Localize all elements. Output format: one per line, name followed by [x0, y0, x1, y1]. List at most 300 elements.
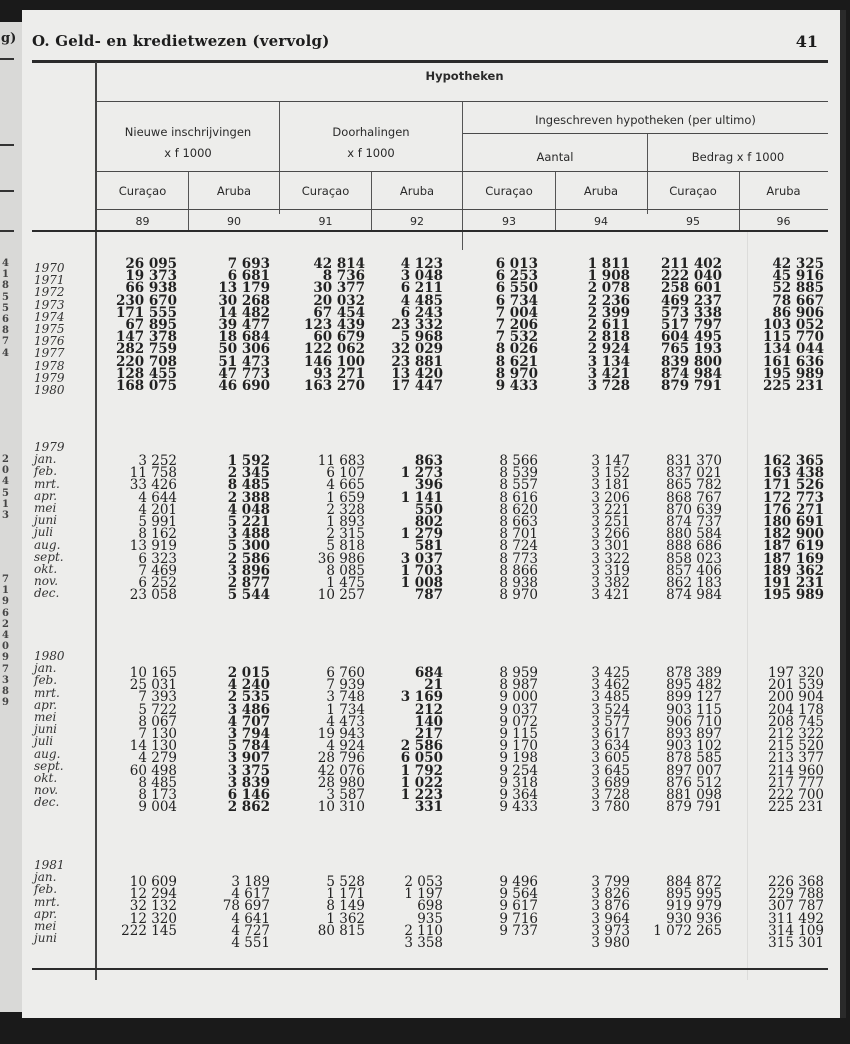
table-cell: 28 796	[317, 750, 365, 767]
data-column	[591, 453, 630, 604]
margin-digit: 4	[2, 476, 9, 488]
data-column	[129, 453, 177, 604]
table-cell: 802	[414, 514, 443, 531]
table-cell: 50 306	[218, 341, 270, 358]
data-column	[227, 453, 270, 604]
table-cell: 5 722	[138, 701, 177, 718]
table-cell: 2 110	[404, 922, 443, 939]
prev-page-rule	[0, 58, 14, 60]
data-column	[591, 874, 630, 952]
table-cell: 14 130	[129, 738, 177, 755]
table-cell: 3 587	[326, 787, 365, 804]
table-cell: 3 425	[591, 665, 630, 681]
table-cell: 4 924	[326, 738, 365, 755]
margin-digit: 5	[2, 487, 9, 499]
margin-digit: 1	[2, 498, 9, 510]
column-label: Curaçao	[118, 184, 167, 198]
table-cell: 906 710	[666, 713, 722, 730]
row-label: nov.	[34, 783, 59, 798]
table-cell: 212 322	[768, 726, 824, 743]
table-cell: 128 455	[115, 365, 177, 382]
table-cell: 13 919	[129, 538, 177, 555]
header-rule	[463, 133, 828, 134]
row-label: mrt.	[34, 894, 60, 909]
table-cell: 51 473	[218, 353, 270, 370]
table-cell: 230 670	[115, 292, 177, 309]
table-cell: 201 539	[768, 677, 824, 694]
row-label: 1974	[34, 309, 65, 324]
table-cell: 3 728	[591, 787, 630, 804]
table-cell: 314 109	[768, 922, 824, 939]
margin-digit: 6	[2, 607, 9, 619]
table-cell: 10 609	[129, 874, 177, 890]
table-cell: 222 700	[768, 787, 824, 804]
table-cell: 42 076	[317, 762, 365, 779]
table-cell: 46 690	[218, 378, 270, 395]
row-label: apr.	[34, 697, 58, 712]
table-cell: 837 021	[666, 465, 722, 482]
table-cell: 8 557	[499, 477, 538, 494]
table-cell: 396	[414, 477, 443, 494]
data-column	[587, 256, 630, 395]
table-cell: 176 271	[762, 501, 824, 518]
table-cell: 39 477	[218, 317, 270, 334]
table-cell: 5 528	[326, 874, 365, 890]
row-label: okt.	[34, 771, 58, 786]
column-label: Curaçao	[301, 184, 350, 198]
table-cell: 8 566	[499, 453, 538, 469]
stub-divider	[95, 62, 97, 980]
table-cell: 517 797	[660, 317, 722, 334]
margin-digit: 7	[2, 663, 9, 675]
header-rule	[97, 171, 828, 172]
row-label: 1980	[34, 383, 65, 398]
column-label: Aruba	[766, 184, 801, 198]
table-cell: 8 773	[499, 550, 538, 567]
column-number: 90	[227, 215, 241, 228]
table-cell: 9 496	[499, 874, 538, 890]
table-cell: 3 252	[138, 453, 177, 469]
row-label: aug.	[34, 746, 61, 761]
table-cell: 881 098	[666, 787, 722, 804]
margin-digit: 4	[2, 347, 9, 359]
data-column	[318, 876, 365, 937]
table-cell: 469 237	[660, 292, 722, 309]
table-cell: 684	[414, 665, 443, 681]
table-cell: 10 257	[317, 587, 365, 604]
table-cell: 2 924	[587, 341, 630, 358]
margin-digit: 3	[2, 510, 9, 522]
table-cell: 23 881	[391, 353, 443, 370]
table-cell: 6 323	[138, 550, 177, 567]
margin-digit: 5	[2, 302, 9, 314]
table-cell: 67 895	[125, 317, 177, 334]
table-cell: 9 000	[499, 689, 538, 706]
table-cell: 5 784	[227, 738, 270, 755]
row-label: juli	[34, 734, 54, 749]
table-cell: 863	[414, 453, 443, 469]
table-cell: 876 512	[666, 774, 722, 791]
table-cell: 3 605	[591, 750, 630, 767]
table-cell: 42 325	[772, 256, 824, 272]
table-cell: 10 165	[129, 665, 177, 681]
column-number: 93	[502, 215, 516, 228]
table-cell: 839 800	[660, 353, 722, 370]
table-cell: 2 053	[404, 874, 443, 890]
table-cell: 9 433	[495, 378, 538, 395]
data-column	[666, 453, 722, 604]
column-guide	[747, 232, 748, 980]
table-cell: 581	[414, 538, 443, 555]
row-label: mei	[34, 919, 57, 934]
table-cell: 6 146	[227, 787, 270, 804]
table-cell: 12 294	[129, 886, 177, 903]
table-cell: 6 253	[495, 268, 538, 285]
table-cell: 919 979	[666, 898, 722, 915]
table-cell: 195 989	[762, 587, 824, 604]
column-label: Aruba	[583, 184, 619, 198]
table-cell: 765 193	[660, 341, 722, 358]
row-label: 1977	[34, 346, 65, 361]
row-label: 1976	[34, 334, 65, 349]
table-cell: 1 893	[326, 514, 365, 531]
table-cell: 217 777	[768, 774, 824, 791]
margin-digit: 6	[2, 314, 9, 326]
table-cell: 282 759	[115, 341, 177, 358]
data-column	[121, 876, 177, 937]
table-cell: 6 107	[326, 465, 365, 482]
table-cell: 5 300	[227, 538, 270, 555]
table-cell: 8 173	[138, 787, 177, 804]
row-label: sept.	[34, 549, 64, 564]
table-cell: 9 716	[499, 910, 538, 927]
table-cell: 200 904	[768, 689, 824, 706]
table-cell: 3 488	[227, 526, 270, 543]
table-cell: 8 485	[138, 774, 177, 791]
table-cell: 5 991	[138, 514, 177, 531]
table-cell: 187 619	[762, 538, 824, 555]
table-cell: 899 127	[666, 689, 722, 706]
margin-digit: 9	[2, 596, 9, 608]
prev-page-digits	[2, 574, 9, 708]
table-cell: 9 617	[499, 898, 538, 915]
table-cell: 8 085	[326, 562, 365, 579]
table-cell: 4 727	[231, 922, 270, 939]
table-cell: 3 799	[591, 874, 630, 890]
table-cell: 258 601	[660, 280, 722, 297]
table-cell: 604 495	[660, 329, 722, 346]
table-cell: 4 665	[326, 477, 365, 494]
table-cell: 211 402	[660, 256, 722, 272]
row-label: dec.	[34, 586, 60, 601]
table-cell: 3 980	[591, 935, 630, 952]
table-cell: 4 644	[138, 489, 177, 506]
table-cell: 3 048	[400, 268, 443, 285]
table-cell: 6 252	[138, 575, 177, 592]
data-column	[404, 874, 443, 952]
data-column	[495, 256, 538, 395]
table-cell: 307 787	[768, 898, 824, 915]
table-cell: 893 897	[666, 726, 722, 743]
table-cell: 3 319	[591, 562, 630, 579]
table-cell: 874 984	[666, 587, 722, 604]
table-cell: 3 189	[231, 874, 270, 890]
data-column	[762, 256, 824, 395]
table-cell: 4 617	[231, 886, 270, 903]
table-cell: 171 526	[762, 477, 824, 494]
table-cell: 3 462	[591, 677, 630, 694]
table-cell: 8 959	[499, 665, 538, 681]
table-cell: 858 023	[666, 550, 722, 567]
row-label: 1979	[34, 370, 65, 385]
table-cell: 8 616	[499, 489, 538, 506]
row-label: 1975	[34, 322, 65, 337]
table-cell: 865 782	[666, 477, 722, 494]
table-cell: 315 301	[768, 935, 824, 952]
table-cell: 2 586	[227, 550, 270, 567]
table-cell: 4 048	[227, 501, 270, 518]
subgroup-aantal: Aantal	[536, 150, 574, 164]
row-label: feb.	[34, 882, 58, 897]
table-cell: 147 378	[115, 329, 177, 346]
table-cell: 4 485	[400, 292, 443, 309]
table-cell: 868 767	[666, 489, 722, 506]
table-cell: 222 145	[121, 922, 177, 939]
data-column	[303, 256, 365, 395]
table-cell: 21	[424, 677, 443, 694]
table-cell: 3 301	[591, 538, 630, 555]
table-cell: 9 004	[138, 799, 177, 816]
table-cell: 93 271	[313, 365, 365, 382]
table-cell: 2 586	[400, 738, 443, 755]
table-cell: 32 132	[129, 898, 177, 915]
table-cell: 903 115	[666, 701, 722, 718]
table-cell: 6 734	[495, 292, 538, 309]
prev-page-rule	[0, 144, 14, 146]
table-cell: 897 007	[666, 762, 722, 779]
margin-digit: 7	[2, 336, 9, 348]
table-cell: 550	[414, 501, 443, 518]
column-label: Aruba	[216, 184, 252, 198]
table-cell: 4 201	[138, 501, 177, 518]
table-cell: 8 970	[499, 587, 538, 604]
row-label: mei	[34, 710, 57, 725]
table-cell: 25 031	[129, 677, 177, 694]
table-cell: 36 986	[317, 550, 365, 567]
table-cell: 9 564	[499, 886, 538, 903]
table-cell: 895 482	[666, 677, 722, 694]
table-cell: 14 482	[218, 304, 270, 321]
margin-digit: 8	[2, 686, 9, 698]
table-cell: 66 938	[125, 280, 177, 297]
table-cell: 2 611	[587, 317, 630, 334]
table-cell: 8 987	[499, 677, 538, 694]
margin-digit: 9	[2, 697, 9, 709]
table-cell: 17 447	[391, 378, 443, 395]
table-cell: 60 679	[313, 329, 365, 346]
table-cell: 903 102	[666, 738, 722, 755]
table-cell: 23 058	[129, 587, 177, 604]
table-cell: 3 358	[404, 935, 443, 952]
table-cell: 222 040	[660, 268, 722, 285]
table-cell: 191 231	[762, 575, 824, 592]
table-cell: 8 067	[138, 713, 177, 730]
subgroup-bedrag: Bedrag x f 1000	[691, 150, 785, 164]
table-cell: 4 641	[231, 910, 270, 927]
column-number: 95	[686, 215, 700, 228]
subgroup-label: Doorhalingen	[332, 125, 410, 139]
table-cell: 2 862	[227, 799, 270, 816]
table-cell: 189 362	[762, 562, 824, 579]
row-label: juni	[34, 931, 58, 946]
table-cell: 208 745	[768, 713, 824, 730]
margin-digit: 2	[2, 618, 9, 630]
row-stub-labels	[34, 650, 65, 809]
table-cell: 3 421	[591, 587, 630, 604]
margin-digit: 3	[2, 674, 9, 686]
table-cell: 115 770	[762, 329, 824, 346]
table-cell: 6 243	[400, 304, 443, 321]
data-column	[227, 665, 270, 816]
data-column	[499, 665, 538, 816]
table-cell: 225 231	[768, 799, 824, 816]
row-label: aug.	[34, 537, 61, 552]
table-cell: 215 520	[768, 738, 824, 755]
table-cell: 7 693	[227, 256, 270, 272]
row-label: dec.	[34, 795, 60, 810]
table-cell: 4 240	[227, 677, 270, 694]
margin-digit: 0	[2, 465, 9, 477]
table-cell: 23 332	[391, 317, 443, 334]
table-cell: 874 737	[666, 514, 722, 531]
table-cell: 2 236	[587, 292, 630, 309]
data-column	[317, 453, 365, 604]
table-cell: 45 916	[772, 268, 824, 285]
table-cell: 1 072 265	[653, 922, 722, 939]
table-cell: 8 162	[138, 526, 177, 543]
table-cell: 1 659	[326, 489, 365, 506]
table-cell: 171 555	[115, 304, 177, 321]
table-cell: 2 078	[587, 280, 630, 297]
subgroup-unit: x f 1000	[347, 146, 395, 160]
column-number: 92	[410, 215, 424, 228]
prev-page-digits	[2, 454, 9, 521]
table-cell: 19 373	[125, 268, 177, 285]
column-number: 96	[776, 215, 791, 228]
table-cell: 103 052	[762, 317, 824, 334]
table-cell: 1 273	[400, 465, 443, 482]
table-cell: 878 389	[666, 665, 722, 681]
row-stub-labels	[34, 859, 65, 944]
table-cell: 123 439	[303, 317, 365, 334]
row-label: nov.	[34, 574, 59, 589]
data-column	[129, 665, 177, 816]
table-cell: 4 473	[326, 713, 365, 730]
table-cell: 3 577	[591, 713, 630, 730]
table-cell: 163 270	[303, 378, 365, 395]
row-label: sept.	[34, 758, 64, 773]
table-cell: 4 123	[400, 256, 443, 272]
table-cell: 6 550	[495, 280, 538, 297]
table-cell: 3 375	[227, 762, 270, 779]
table-cell: 874 984	[660, 365, 722, 382]
data-column	[499, 453, 538, 604]
table-cell: 3 147	[591, 453, 630, 469]
table-cell: 2 345	[227, 465, 270, 482]
table-cell: 2 535	[227, 689, 270, 706]
table-cell: 19 943	[317, 726, 365, 743]
table-cell: 13 179	[218, 280, 270, 297]
table-cell: 3 964	[591, 910, 630, 927]
table-cell: 3 421	[587, 365, 630, 382]
table-cell: 1 792	[400, 762, 443, 779]
margin-digit: 1	[2, 585, 9, 597]
row-label: apr.	[34, 488, 58, 503]
table-cell: 7 532	[495, 329, 538, 346]
column-number: 94	[594, 215, 608, 228]
row-label: jan.	[34, 661, 57, 676]
row-label: 1971	[34, 273, 65, 288]
page-number: 41	[795, 32, 818, 51]
table-cell: 7 469	[138, 562, 177, 579]
table-cell: 698	[417, 898, 443, 915]
header-bottom-rule	[32, 230, 828, 232]
table-cell: 80 815	[317, 922, 365, 939]
table-cell: 879 791	[660, 378, 722, 395]
data-column	[660, 256, 722, 395]
table-cell: 4 551	[231, 935, 270, 952]
subgroup-label: Nieuwe inschrijvingen	[124, 125, 252, 139]
table-cell: 9 037	[499, 701, 538, 718]
table-cell: 831 370	[666, 453, 722, 469]
table-cell: 331	[414, 799, 443, 816]
data-column	[768, 665, 824, 816]
previous-page-edge	[0, 22, 24, 1012]
table-cell: 8 938	[499, 575, 538, 592]
row-stub-labels	[34, 441, 65, 600]
table-cell: 8 724	[499, 538, 538, 555]
table-cell: 11 758	[129, 465, 177, 482]
row-label: jan.	[34, 870, 57, 885]
table-cell: 8 663	[499, 514, 538, 531]
table-cell: 3 973	[591, 922, 630, 939]
row-label: juni	[34, 722, 58, 737]
section-title: O. Geld- en kredietwezen (vervolg)	[32, 32, 330, 50]
table-cell: 47 773	[218, 365, 270, 382]
table-cell: 573 338	[660, 304, 722, 321]
table-cell: 3 876	[591, 898, 630, 915]
table-cell: 2 015	[227, 665, 270, 681]
table-cell: 220 708	[115, 353, 177, 370]
table-cell: 195 989	[762, 365, 824, 382]
row-label: 1980	[34, 649, 65, 663]
table-cell: 26 095	[125, 256, 177, 272]
table-cell: 1 279	[400, 526, 443, 543]
table-cell: 3 794	[227, 726, 270, 743]
table-cell: 162 365	[762, 453, 824, 469]
subgroup-nieuwe-inschrijvingen	[97, 122, 279, 164]
table-cell: 3 839	[227, 774, 270, 791]
table-cell: 3 206	[591, 489, 630, 506]
table-cell: 9 170	[499, 738, 538, 755]
table-cell: 9 115	[499, 726, 538, 743]
table-cell: 9 364	[499, 787, 538, 804]
table-cell: 3 907	[227, 750, 270, 767]
row-label: 1973	[34, 297, 65, 312]
table-cell: 7 939	[326, 677, 365, 694]
table-cell: 11 683	[317, 453, 365, 469]
data-column	[115, 256, 177, 395]
